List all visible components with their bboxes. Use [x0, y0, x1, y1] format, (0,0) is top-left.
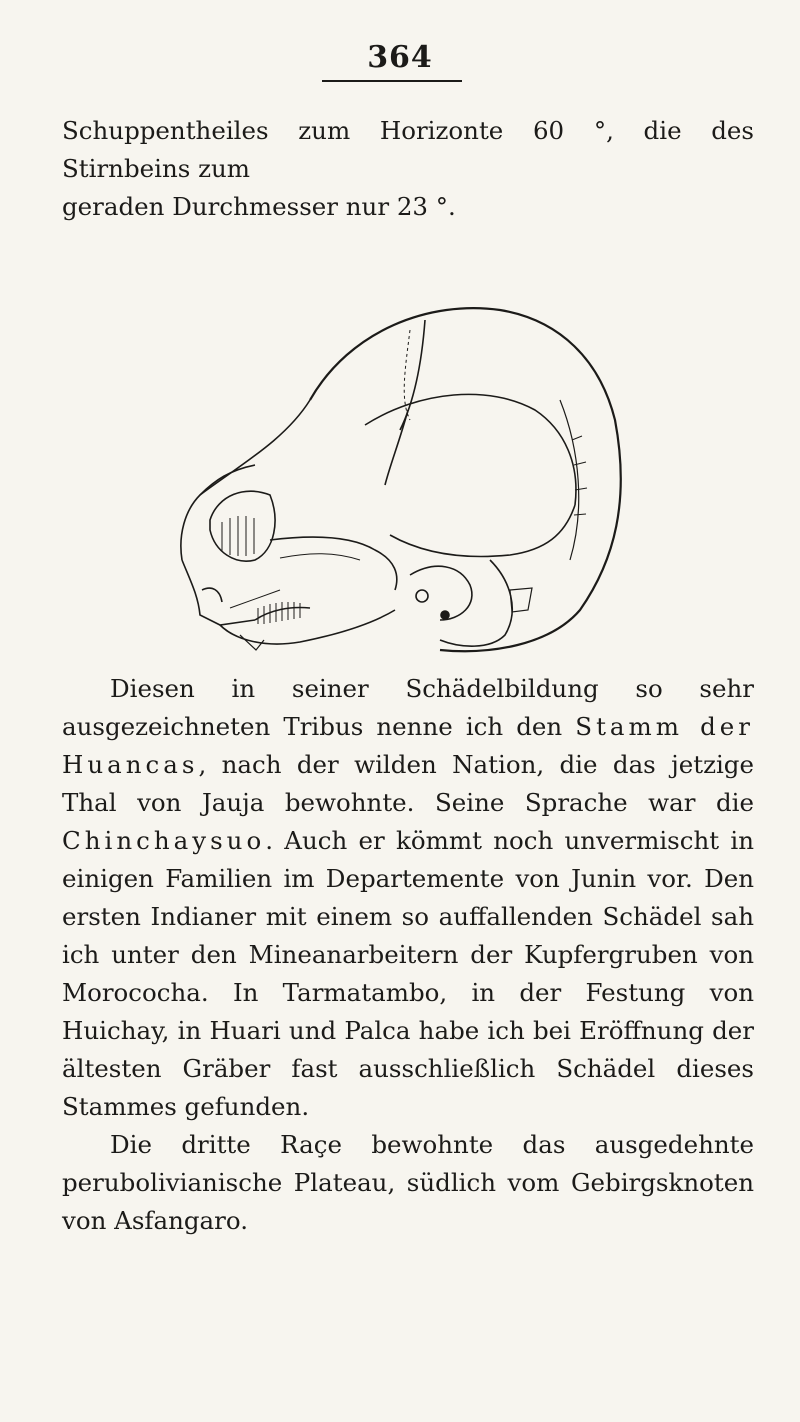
language-name: Chinchaysuo	[62, 826, 266, 855]
header-rule	[322, 80, 462, 82]
paragraph-1-part-c: . Auch er kömmt noch unvermischt in einigen Familien im Departemente von Junin vor. Den ersten Indianer mit einem so auffallenden Schädel sah ich unter den Mineanarbeitern der Kupfergruben von Morococha. In Tarmatambo, in der Festung von Huichay, in Huari und Palca habe ich bei Eröffnung der ältesten Gräber fast ausschließlich Schädel dieses Stammes gefunden.	[62, 826, 754, 1121]
top-line-1: Schuppentheiles zum Horizonte 60 °, die des Stirnbeins zum	[62, 116, 754, 183]
paragraph-third-race: Die dritte Raçe bewohnte das ausgedehnte perubolivianische Plateau, südlich vom Gebirgsknoten von Asfangaro.	[62, 1130, 754, 1235]
page-number: 364	[367, 40, 433, 75]
tribe-name: Stamm der Huancas	[62, 712, 754, 779]
top-line-2: geraden Durchmesser nur 23 °.	[62, 192, 456, 221]
skull-illustration-icon	[160, 290, 640, 660]
paragraph-1-part-b: , nach der wilden Nation, die das jetzige Thal von Jauja bewohnte. Seine Sprache war die	[62, 750, 754, 817]
paragraph-huancas	[62, 670, 754, 1126]
top-text	[62, 112, 754, 226]
paragraph-1-part-a: Diesen in seiner Schädelbildung so sehr ausgezeichneten Tribus nenne ich den	[62, 674, 754, 741]
main-text	[62, 670, 754, 1240]
skull-figure	[160, 290, 640, 660]
